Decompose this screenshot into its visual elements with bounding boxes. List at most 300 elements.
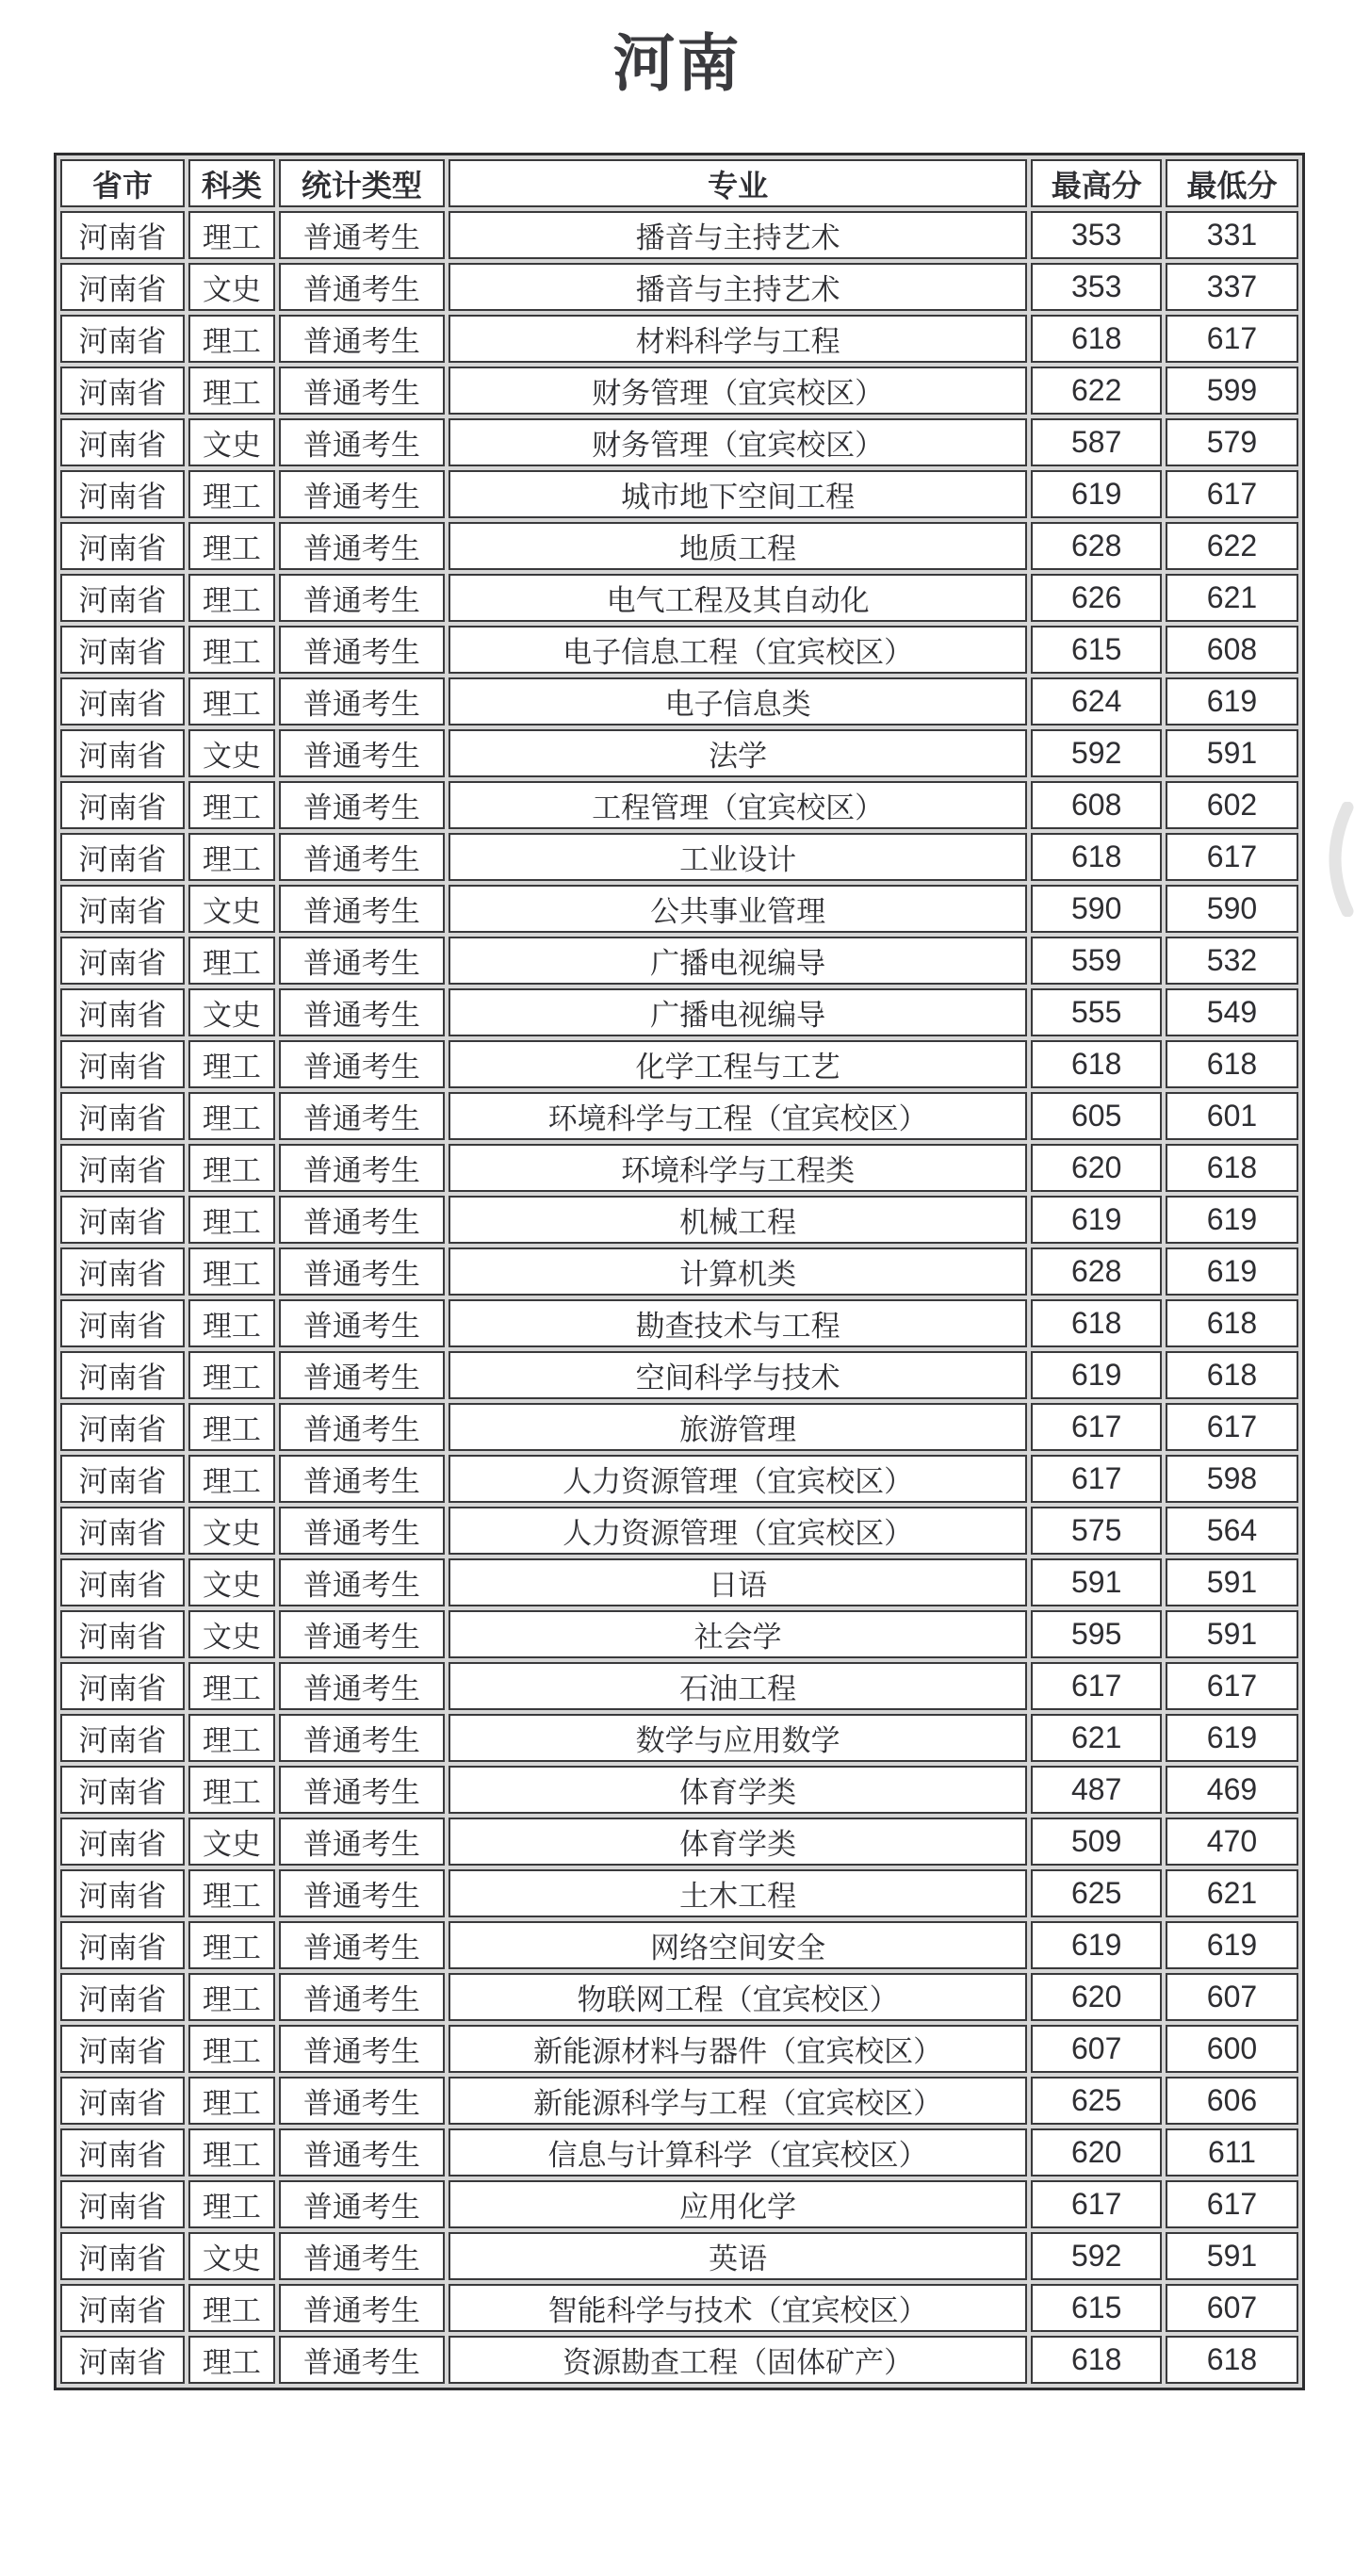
- cell-min-score: 599: [1166, 367, 1298, 415]
- cell-category: 理工: [188, 522, 275, 570]
- cell-major: 数学与应用数学: [449, 1714, 1028, 1762]
- header-cell-stat-type: 统计类型: [279, 159, 445, 207]
- cell-province: 河南省: [60, 1869, 185, 1917]
- cell-stat-type: 普通考生: [279, 211, 445, 259]
- cell-min-score: 619: [1166, 1921, 1298, 1969]
- cell-province: 河南省: [60, 2025, 185, 2073]
- cell-stat-type: 普通考生: [279, 626, 445, 674]
- cell-category: 文史: [188, 988, 275, 1036]
- cell-min-score: 617: [1166, 315, 1298, 363]
- cell-min-score: 617: [1166, 1403, 1298, 1451]
- cell-stat-type: 普通考生: [279, 937, 445, 985]
- cell-province: 河南省: [60, 2232, 185, 2280]
- cell-max-score: 559: [1031, 937, 1161, 985]
- cell-stat-type: 普通考生: [279, 1818, 445, 1866]
- cell-category: 理工: [188, 1766, 275, 1814]
- table-row: [60, 781, 1298, 829]
- cell-max-score: 625: [1031, 2077, 1161, 2125]
- cell-major: 机械工程: [449, 1196, 1028, 1244]
- cell-province: 河南省: [60, 1351, 185, 1399]
- cell-category: 文史: [188, 729, 275, 777]
- cell-category: 理工: [188, 2077, 275, 2125]
- cell-major: 地质工程: [449, 522, 1028, 570]
- cell-major: 环境科学与工程（宜宾校区）: [449, 1092, 1028, 1140]
- header-cell-category: 科类: [188, 159, 275, 207]
- cell-stat-type: 普通考生: [279, 729, 445, 777]
- cell-major: 城市地下空间工程: [449, 470, 1028, 518]
- cell-major: 石油工程: [449, 1662, 1028, 1710]
- cell-province: 河南省: [60, 937, 185, 985]
- table-row: [60, 2128, 1298, 2177]
- cell-stat-type: 普通考生: [279, 2336, 445, 2384]
- cell-category: 文史: [188, 1818, 275, 1866]
- table-row: [60, 2232, 1298, 2280]
- cell-max-score: 595: [1031, 1610, 1161, 1658]
- cell-max-score: 618: [1031, 2336, 1161, 2384]
- cell-major: 物联网工程（宜宾校区）: [449, 1973, 1028, 2021]
- cell-category: 文史: [188, 1507, 275, 1555]
- cell-min-score: 598: [1166, 1455, 1298, 1503]
- cell-min-score: 564: [1166, 1507, 1298, 1555]
- cell-category: 理工: [188, 367, 275, 415]
- cell-stat-type: 普通考生: [279, 2077, 445, 2125]
- cell-min-score: 619: [1166, 1714, 1298, 1762]
- table-row: [60, 1299, 1298, 1347]
- cell-max-score: 555: [1031, 988, 1161, 1036]
- table-row: [60, 1040, 1298, 1088]
- cell-stat-type: 普通考生: [279, 522, 445, 570]
- table-row: [60, 1610, 1298, 1658]
- cell-major: 广播电视编导: [449, 988, 1028, 1036]
- cell-province: 河南省: [60, 315, 185, 363]
- cell-major: 空间科学与技术: [449, 1351, 1028, 1399]
- cell-stat-type: 普通考生: [279, 1507, 445, 1555]
- cell-min-score: 618: [1166, 1144, 1298, 1192]
- cell-min-score: 470: [1166, 1818, 1298, 1866]
- header-row: [60, 159, 1298, 207]
- cell-min-score: 590: [1166, 885, 1298, 933]
- cell-major: 信息与计算科学（宜宾校区）: [449, 2128, 1028, 2177]
- table-row: [60, 574, 1298, 622]
- cell-category: 理工: [188, 677, 275, 726]
- cell-max-score: 575: [1031, 1507, 1161, 1555]
- cell-major: 土木工程: [449, 1869, 1028, 1917]
- cell-min-score: 607: [1166, 1973, 1298, 2021]
- cell-max-score: 628: [1031, 1247, 1161, 1296]
- cell-category: 理工: [188, 1921, 275, 1969]
- cell-min-score: 602: [1166, 781, 1298, 829]
- cell-stat-type: 普通考生: [279, 677, 445, 726]
- cell-max-score: 622: [1031, 367, 1161, 415]
- cell-max-score: 625: [1031, 1869, 1161, 1917]
- cell-min-score: 579: [1166, 418, 1298, 466]
- cell-major: 计算机类: [449, 1247, 1028, 1296]
- table-row: [60, 833, 1298, 881]
- cell-category: 理工: [188, 315, 275, 363]
- cell-category: 理工: [188, 937, 275, 985]
- cell-category: 理工: [188, 2128, 275, 2177]
- cell-province: 河南省: [60, 418, 185, 466]
- table-row: [60, 1507, 1298, 1555]
- cell-stat-type: 普通考生: [279, 1973, 445, 2021]
- cell-category: 理工: [188, 1196, 275, 1244]
- cell-category: 理工: [188, 1403, 275, 1451]
- table-row: [60, 1662, 1298, 1710]
- table-row: [60, 1973, 1298, 2021]
- table-row: [60, 2336, 1298, 2384]
- cell-province: 河南省: [60, 781, 185, 829]
- cell-major: 新能源材料与器件（宜宾校区）: [449, 2025, 1028, 2073]
- cell-stat-type: 普通考生: [279, 1610, 445, 1658]
- cell-max-score: 607: [1031, 2025, 1161, 2073]
- cell-category: 理工: [188, 1247, 275, 1296]
- cell-min-score: 337: [1166, 263, 1298, 311]
- cell-max-score: 591: [1031, 1558, 1161, 1606]
- cell-category: 理工: [188, 1869, 275, 1917]
- cell-max-score: 617: [1031, 1662, 1161, 1710]
- cell-province: 河南省: [60, 263, 185, 311]
- cell-min-score: 617: [1166, 470, 1298, 518]
- cell-stat-type: 普通考生: [279, 470, 445, 518]
- cell-province: 河南省: [60, 574, 185, 622]
- cell-major: 勘查技术与工程: [449, 1299, 1028, 1347]
- cell-category: 理工: [188, 1973, 275, 2021]
- cell-province: 河南省: [60, 885, 185, 933]
- cell-min-score: 618: [1166, 2336, 1298, 2384]
- cell-province: 河南省: [60, 211, 185, 259]
- cell-category: 文史: [188, 418, 275, 466]
- cell-stat-type: 普通考生: [279, 781, 445, 829]
- cell-major: 智能科学与技术（宜宾校区）: [449, 2284, 1028, 2332]
- cell-stat-type: 普通考生: [279, 1921, 445, 1969]
- cell-min-score: 469: [1166, 1766, 1298, 1814]
- cell-category: 理工: [188, 1092, 275, 1140]
- cell-max-score: 353: [1031, 211, 1161, 259]
- table-row: [60, 522, 1298, 570]
- cell-major: 资源勘查工程（固体矿产）: [449, 2336, 1028, 2384]
- cell-min-score: 591: [1166, 729, 1298, 777]
- table-row: [60, 470, 1298, 518]
- cell-province: 河南省: [60, 1507, 185, 1555]
- cell-category: 文史: [188, 263, 275, 311]
- cell-min-score: 591: [1166, 1558, 1298, 1606]
- cell-stat-type: 普通考生: [279, 2128, 445, 2177]
- cell-min-score: 622: [1166, 522, 1298, 570]
- cell-province: 河南省: [60, 1662, 185, 1710]
- cell-major: 体育学类: [449, 1818, 1028, 1866]
- cell-stat-type: 普通考生: [279, 418, 445, 466]
- cell-major: 网络空间安全: [449, 1921, 1028, 1969]
- cell-major: 材料科学与工程: [449, 315, 1028, 363]
- cell-major: 工业设计: [449, 833, 1028, 881]
- table-row: [60, 677, 1298, 726]
- cell-min-score: 591: [1166, 1610, 1298, 1658]
- header-cell-min-score: 最低分: [1166, 159, 1298, 207]
- cell-min-score: 607: [1166, 2284, 1298, 2332]
- cell-major: 电子信息类: [449, 677, 1028, 726]
- cell-province: 河南省: [60, 2284, 185, 2332]
- cell-category: 理工: [188, 2025, 275, 2073]
- cell-stat-type: 普通考生: [279, 2232, 445, 2280]
- cell-stat-type: 普通考生: [279, 1144, 445, 1192]
- table-row: [60, 729, 1298, 777]
- cell-province: 河南省: [60, 1610, 185, 1658]
- scores-table: [54, 153, 1305, 2390]
- cell-min-score: 331: [1166, 211, 1298, 259]
- table-row: [60, 937, 1298, 985]
- cell-min-score: 591: [1166, 2232, 1298, 2280]
- cell-min-score: 617: [1166, 2180, 1298, 2228]
- cell-max-score: 620: [1031, 1144, 1161, 1192]
- table-row: [60, 211, 1298, 259]
- cell-max-score: 620: [1031, 2128, 1161, 2177]
- cell-max-score: 509: [1031, 1818, 1161, 1866]
- cell-category: 理工: [188, 1144, 275, 1192]
- table-row: [60, 1869, 1298, 1917]
- cell-category: 理工: [188, 626, 275, 674]
- cell-stat-type: 普通考生: [279, 833, 445, 881]
- cell-province: 河南省: [60, 522, 185, 570]
- cell-min-score: 606: [1166, 2077, 1298, 2125]
- table-row: [60, 1196, 1298, 1244]
- cell-province: 河南省: [60, 2077, 185, 2125]
- cell-category: 理工: [188, 470, 275, 518]
- cell-category: 理工: [188, 574, 275, 622]
- cell-major: 人力资源管理（宜宾校区）: [449, 1507, 1028, 1555]
- cell-category: 理工: [188, 211, 275, 259]
- cell-stat-type: 普通考生: [279, 1351, 445, 1399]
- scores-table-container: [54, 153, 1305, 2390]
- cell-major: 广播电视编导: [449, 937, 1028, 985]
- cell-stat-type: 普通考生: [279, 1869, 445, 1917]
- cell-stat-type: 普通考生: [279, 1714, 445, 1762]
- cell-province: 河南省: [60, 470, 185, 518]
- table-row: [60, 315, 1298, 363]
- cell-category: 理工: [188, 1351, 275, 1399]
- cell-min-score: 621: [1166, 1869, 1298, 1917]
- cell-category: 理工: [188, 781, 275, 829]
- cell-stat-type: 普通考生: [279, 1662, 445, 1710]
- cell-stat-type: 普通考生: [279, 2025, 445, 2073]
- cell-major: 电子信息工程（宜宾校区）: [449, 626, 1028, 674]
- cell-category: 文史: [188, 885, 275, 933]
- cell-max-score: 619: [1031, 1351, 1161, 1399]
- cell-stat-type: 普通考生: [279, 367, 445, 415]
- header-cell-major: 专业: [449, 159, 1028, 207]
- table-row: [60, 1247, 1298, 1296]
- cell-category: 理工: [188, 2336, 275, 2384]
- cell-province: 河南省: [60, 1921, 185, 1969]
- cell-province: 河南省: [60, 2336, 185, 2384]
- cell-stat-type: 普通考生: [279, 574, 445, 622]
- cell-stat-type: 普通考生: [279, 1403, 445, 1451]
- cell-min-score: 618: [1166, 1299, 1298, 1347]
- cell-major: 播音与主持艺术: [449, 211, 1028, 259]
- table-row: [60, 1144, 1298, 1192]
- table-row: [60, 626, 1298, 674]
- cell-province: 河南省: [60, 367, 185, 415]
- cell-province: 河南省: [60, 1247, 185, 1296]
- cell-category: 理工: [188, 1455, 275, 1503]
- cell-stat-type: 普通考生: [279, 1558, 445, 1606]
- cell-major: 新能源科学与工程（宜宾校区）: [449, 2077, 1028, 2125]
- cell-province: 河南省: [60, 1766, 185, 1814]
- cell-major: 人力资源管理（宜宾校区）: [449, 1455, 1028, 1503]
- cell-min-score: 608: [1166, 626, 1298, 674]
- cell-province: 河南省: [60, 988, 185, 1036]
- cell-category: 文史: [188, 1610, 275, 1658]
- cell-major: 财务管理（宜宾校区）: [449, 367, 1028, 415]
- table-row: [60, 2025, 1298, 2073]
- cell-province: 河南省: [60, 1558, 185, 1606]
- cell-major: 法学: [449, 729, 1028, 777]
- cell-stat-type: 普通考生: [279, 263, 445, 311]
- table-row: [60, 1714, 1298, 1762]
- cell-stat-type: 普通考生: [279, 988, 445, 1036]
- cell-min-score: 621: [1166, 574, 1298, 622]
- cell-province: 河南省: [60, 1299, 185, 1347]
- cell-max-score: 626: [1031, 574, 1161, 622]
- cell-province: 河南省: [60, 677, 185, 726]
- cell-province: 河南省: [60, 833, 185, 881]
- cell-max-score: 353: [1031, 263, 1161, 311]
- cell-major: 旅游管理: [449, 1403, 1028, 1451]
- cell-province: 河南省: [60, 2128, 185, 2177]
- cell-max-score: 619: [1031, 1921, 1161, 1969]
- cell-province: 河南省: [60, 1818, 185, 1866]
- cell-major: 环境科学与工程类: [449, 1144, 1028, 1192]
- table-row: [60, 988, 1298, 1036]
- cell-major: 公共事业管理: [449, 885, 1028, 933]
- cell-max-score: 618: [1031, 315, 1161, 363]
- cell-max-score: 592: [1031, 2232, 1161, 2280]
- table-row: [60, 1766, 1298, 1814]
- cell-min-score: 532: [1166, 937, 1298, 985]
- cell-stat-type: 普通考生: [279, 1092, 445, 1140]
- cell-max-score: 590: [1031, 885, 1161, 933]
- table-row: [60, 1092, 1298, 1140]
- cell-max-score: 628: [1031, 522, 1161, 570]
- cell-max-score: 618: [1031, 1040, 1161, 1088]
- cell-category: 理工: [188, 1299, 275, 1347]
- cell-max-score: 615: [1031, 2284, 1161, 2332]
- cell-province: 河南省: [60, 1973, 185, 2021]
- cell-major: 化学工程与工艺: [449, 1040, 1028, 1088]
- cell-min-score: 601: [1166, 1092, 1298, 1140]
- cell-category: 文史: [188, 1558, 275, 1606]
- table-row: [60, 263, 1298, 311]
- cell-province: 河南省: [60, 1144, 185, 1192]
- cell-major: 工程管理（宜宾校区）: [449, 781, 1028, 829]
- cell-major: 电气工程及其自动化: [449, 574, 1028, 622]
- cell-province: 河南省: [60, 626, 185, 674]
- page-title: 河南: [612, 28, 742, 98]
- cell-stat-type: 普通考生: [279, 1766, 445, 1814]
- table-row: [60, 418, 1298, 466]
- cell-major: 财务管理（宜宾校区）: [449, 418, 1028, 466]
- table-row: [60, 1351, 1298, 1399]
- table-row: [60, 2284, 1298, 2332]
- table-row: [60, 885, 1298, 933]
- cell-min-score: 618: [1166, 1040, 1298, 1088]
- cell-min-score: 611: [1166, 2128, 1298, 2177]
- cell-province: 河南省: [60, 1714, 185, 1762]
- cell-max-score: 619: [1031, 1196, 1161, 1244]
- cell-major: 应用化学: [449, 2180, 1028, 2228]
- cell-max-score: 617: [1031, 1403, 1161, 1451]
- cell-max-score: 587: [1031, 418, 1161, 466]
- cell-category: 理工: [188, 1040, 275, 1088]
- cell-category: 理工: [188, 2284, 275, 2332]
- cell-stat-type: 普通考生: [279, 315, 445, 363]
- cell-min-score: 619: [1166, 1196, 1298, 1244]
- table-row: [60, 2180, 1298, 2228]
- cell-min-score: 619: [1166, 1247, 1298, 1296]
- cell-category: 理工: [188, 2180, 275, 2228]
- cell-max-score: 617: [1031, 1455, 1161, 1503]
- cell-stat-type: 普通考生: [279, 1299, 445, 1347]
- cell-category: 文史: [188, 2232, 275, 2280]
- cell-province: 河南省: [60, 1196, 185, 1244]
- watermark-parenthesis-icon: [1315, 802, 1354, 917]
- cell-stat-type: 普通考生: [279, 2180, 445, 2228]
- cell-category: 理工: [188, 1662, 275, 1710]
- header-cell-max-score: 最高分: [1031, 159, 1161, 207]
- cell-min-score: 617: [1166, 1662, 1298, 1710]
- cell-max-score: 608: [1031, 781, 1161, 829]
- cell-major: 英语: [449, 2232, 1028, 2280]
- table-row: [60, 1403, 1298, 1451]
- cell-max-score: 605: [1031, 1092, 1161, 1140]
- cell-stat-type: 普通考生: [279, 885, 445, 933]
- cell-max-score: 618: [1031, 1299, 1161, 1347]
- cell-stat-type: 普通考生: [279, 1247, 445, 1296]
- cell-max-score: 615: [1031, 626, 1161, 674]
- cell-province: 河南省: [60, 1455, 185, 1503]
- cell-max-score: 620: [1031, 1973, 1161, 2021]
- cell-major: 体育学类: [449, 1766, 1028, 1814]
- cell-stat-type: 普通考生: [279, 1196, 445, 1244]
- cell-max-score: 624: [1031, 677, 1161, 726]
- cell-province: 河南省: [60, 1403, 185, 1451]
- cell-stat-type: 普通考生: [279, 1455, 445, 1503]
- table-row: [60, 1455, 1298, 1503]
- cell-min-score: 619: [1166, 677, 1298, 726]
- cell-province: 河南省: [60, 1092, 185, 1140]
- cell-province: 河南省: [60, 1040, 185, 1088]
- cell-major: 播音与主持艺术: [449, 263, 1028, 311]
- cell-category: 理工: [188, 833, 275, 881]
- cell-max-score: 618: [1031, 833, 1161, 881]
- cell-stat-type: 普通考生: [279, 1040, 445, 1088]
- header-cell-province: 省市: [60, 159, 185, 207]
- cell-major: 日语: [449, 1558, 1028, 1606]
- cell-province: 河南省: [60, 2180, 185, 2228]
- cell-max-score: 617: [1031, 2180, 1161, 2228]
- cell-stat-type: 普通考生: [279, 2284, 445, 2332]
- cell-major: 社会学: [449, 1610, 1028, 1658]
- cell-province: 河南省: [60, 729, 185, 777]
- cell-max-score: 621: [1031, 1714, 1161, 1762]
- table-row: [60, 367, 1298, 415]
- cell-min-score: 618: [1166, 1351, 1298, 1399]
- cell-min-score: 600: [1166, 2025, 1298, 2073]
- cell-max-score: 487: [1031, 1766, 1161, 1814]
- table-row: [60, 1921, 1298, 1969]
- table-row: [60, 1818, 1298, 1866]
- cell-min-score: 617: [1166, 833, 1298, 881]
- cell-max-score: 592: [1031, 729, 1161, 777]
